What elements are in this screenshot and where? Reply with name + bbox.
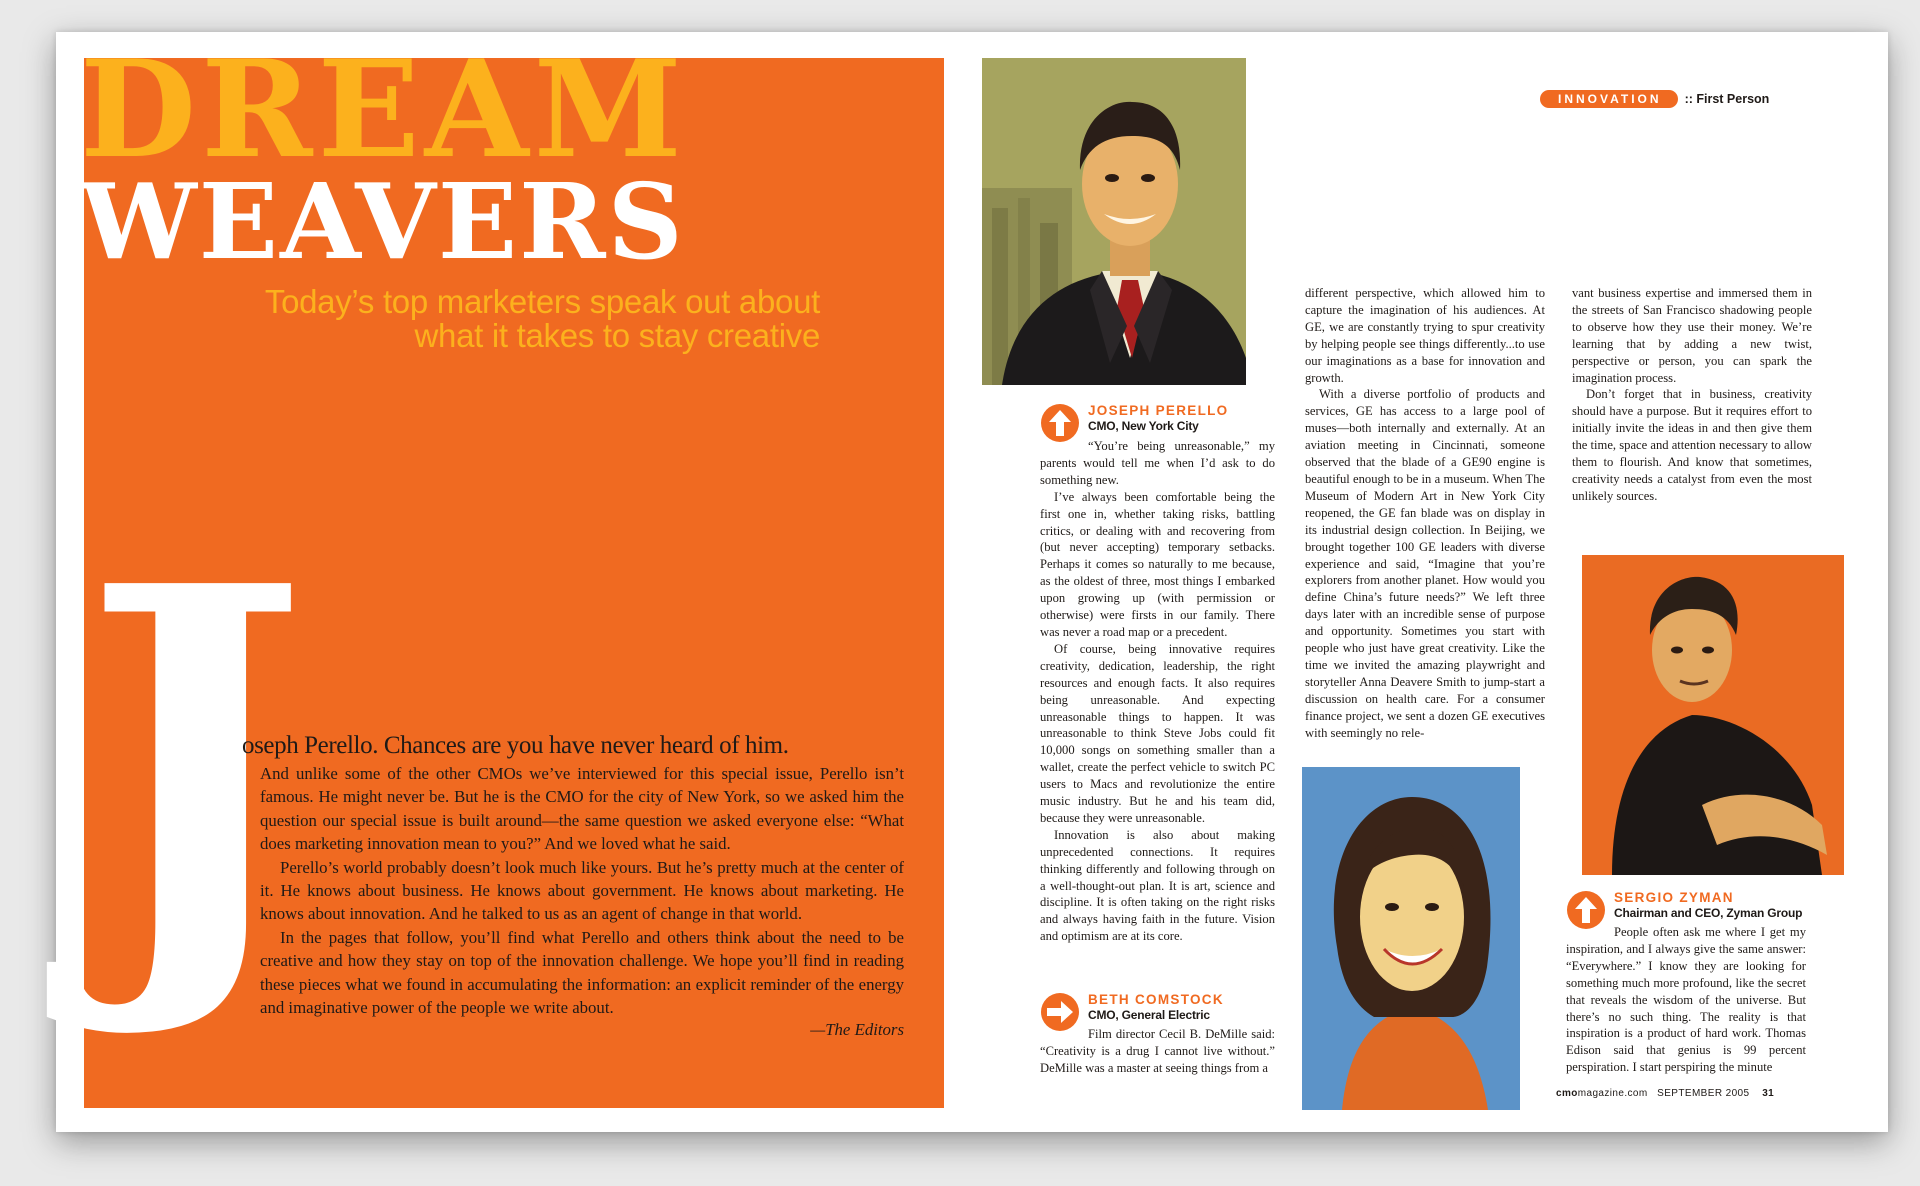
subsection-label: First Person [1696, 92, 1770, 106]
intro-paragraph: In the pages that follow, you’ll find what Perello and others think about the need to be creative and how they stay on top of the innovation challenge. We hope you’ll find in reading these pieces what we found in accumulating the information: an explicit reminder of the energy and imaginative power of the people we write about. [260, 927, 904, 1018]
profile-paragraph: “You’re being unreasonable,” my parents would tell me when I’d ask to do something new. [1040, 439, 1275, 487]
intro-signature: —The Editors [810, 1020, 904, 1040]
comstock-final-text [1572, 285, 1812, 505]
drop-cap: J [82, 483, 310, 1047]
comstock-photo [1302, 767, 1520, 1110]
profile-paragraph: Film director Cecil B. DeMille said: “Creativity is a drug I cannot live without.” DeMille was a master at seeing things from a [1040, 1027, 1275, 1075]
profile-paragraph: Innovation is also about making unprecedented connections. It requires thinking differently and following through on a well-thought-out plan. It is art, science and discipline. It is often taking on the right risks and always having faith in the future. Vision and optimism are at its core. [1040, 827, 1275, 944]
profile-name: JOSEPH PERELLO [1088, 403, 1229, 418]
perello-text [1040, 438, 1275, 945]
intro-paragraph: Perello’s world probably doesn’t look much like yours. But he’s pretty much at the center of it. He knows about business. He knows about government. He knows about marketing. He knows about innovation. And he talked to us as an agent of change in that world. [260, 857, 904, 924]
section-separator: :: First Person [1684, 92, 1770, 106]
footer-date: SEPTEMBER 2005 [1657, 1088, 1750, 1099]
section-header [1540, 90, 1769, 108]
footer-site-bold: cmo [1556, 1088, 1578, 1099]
deck-subtitle: Today’s top marketers speak out about what it takes to stay creative [264, 283, 820, 354]
intro-body [260, 762, 904, 1019]
profile-title: CMO, New York City [1088, 419, 1199, 433]
profile-paragraph: I’ve always been comfortable being the first one in, whether taking risks, battling critics, or dealing with and recovering from (but never accepting) temporary setbacks. Perhaps it comes so naturally to me because, as the oldest of three, most things I embarked upon growing up (with permission or otherwise) were firsts in our family. There was never a road map or a precedent. [1040, 489, 1275, 639]
profile-paragraph: Of course, being innovative requires creativity, dedication, leadership, the right resources and enough facts. It also requires being unreasonable. And expecting unreasonable things to happen. It was unreasonable to think Steve Jobs could fit 10,000 songs on something smaller than a wallet, create the perfect vehicle to switch PC users to Macs and revolutionize the entire music industry. But he and his team did, because they were unreasonable. [1040, 641, 1275, 825]
profile-name: SERGIO ZYMAN [1614, 890, 1734, 905]
profile-paragraph: People often ask me where I get my inspiration, and I always give the same answer: “Everywhere.” I know they are looking for something much more profound, like the secret that reveals the wisdom of the universe. But there’s no such thing. The reality is that inspiration is a product of hard work. Thomas Edison said that genius is 99 percent perspiration. I start perspiring the minute [1566, 925, 1806, 1075]
editors-intro [238, 730, 904, 1041]
footer-site-rest: magazine.com [1577, 1088, 1648, 1099]
profile-title: Chairman and CEO, Zyman Group [1614, 906, 1803, 920]
page-footer [1556, 1088, 1774, 1099]
headline-weavers: WEAVERS [80, 160, 685, 283]
arrow-up-icon [1040, 403, 1080, 443]
intro-lead: oseph Perello. Chances are you have never heard of him. [242, 732, 789, 759]
profile-name: BETH COMSTOCK [1088, 992, 1224, 1007]
profile-paragraph: With a diverse portfolio of products and services, GE has access to a large pool of muses—both internally and externally. At an aviation meeting in Cincinnati, someone observed that the blade of a GE90 engine is beautiful enough to be in a museum. When The Museum of Modern Art in New York City reopened, the GE fan blade was on display in its industrial design collection. In Beijing, we brought together 100 GE leaders with diverse experience and said, “Imagine that you’re explorers from another planet. How would you define China’s future needs?” We left three days later with an incredible sense of purpose and opportunity. Sometimes you start with people who just have great creativity. Like the time we invited the amazing playwright and storyteller Anna Deavere Smith to jump-start a discussion on health care. For a consumer finance project, we sent a dozen GE executives with seemingly no rele- [1305, 387, 1545, 740]
intro-paragraph: And unlike some of the other CMOs we’ve interviewed for this special issue, Perello isn’t famous. He might never be. But he is the CMO for the city of New York, so we asked him the question our special issue is built around—the same question we asked everyone else: “What does marketing innovation mean to you?” And we loved what he said. [260, 764, 904, 854]
profile-paragraph: vant business expertise and immersed them in the streets of San Francisco shadowing people to observe how they use their money. We’re learning that by adding a new twist, perspective or person, you can spark the imagination process. [1572, 286, 1812, 385]
comstock-text [1040, 1026, 1275, 1077]
profile-title: CMO, General Electric [1088, 1008, 1210, 1022]
page-number: 31 [1762, 1088, 1775, 1099]
section-pill: INNOVATION [1540, 90, 1678, 108]
zyman-text [1566, 924, 1806, 1076]
headline-dream: DREAM [80, 30, 687, 188]
comstock-continued-text [1305, 285, 1545, 741]
profile-paragraph: Don’t forget that in business, creativity should have a purpose. But it requires effort to initially invite the ideas in and then give them the time, space and attention necessary to allow them to flourish. And know that sometimes, creativity needs a catalyst from even the most unlikely sources. [1572, 387, 1812, 503]
zyman-photo [1582, 555, 1844, 875]
profile-paragraph: different perspective, which allowed him to capture the imagination of his audiences. At GE, we are constantly trying to spur creativity by helping people see things differently...to use our imaginations as a base for innovation and growth. [1305, 286, 1545, 385]
perello-photo [982, 58, 1246, 385]
